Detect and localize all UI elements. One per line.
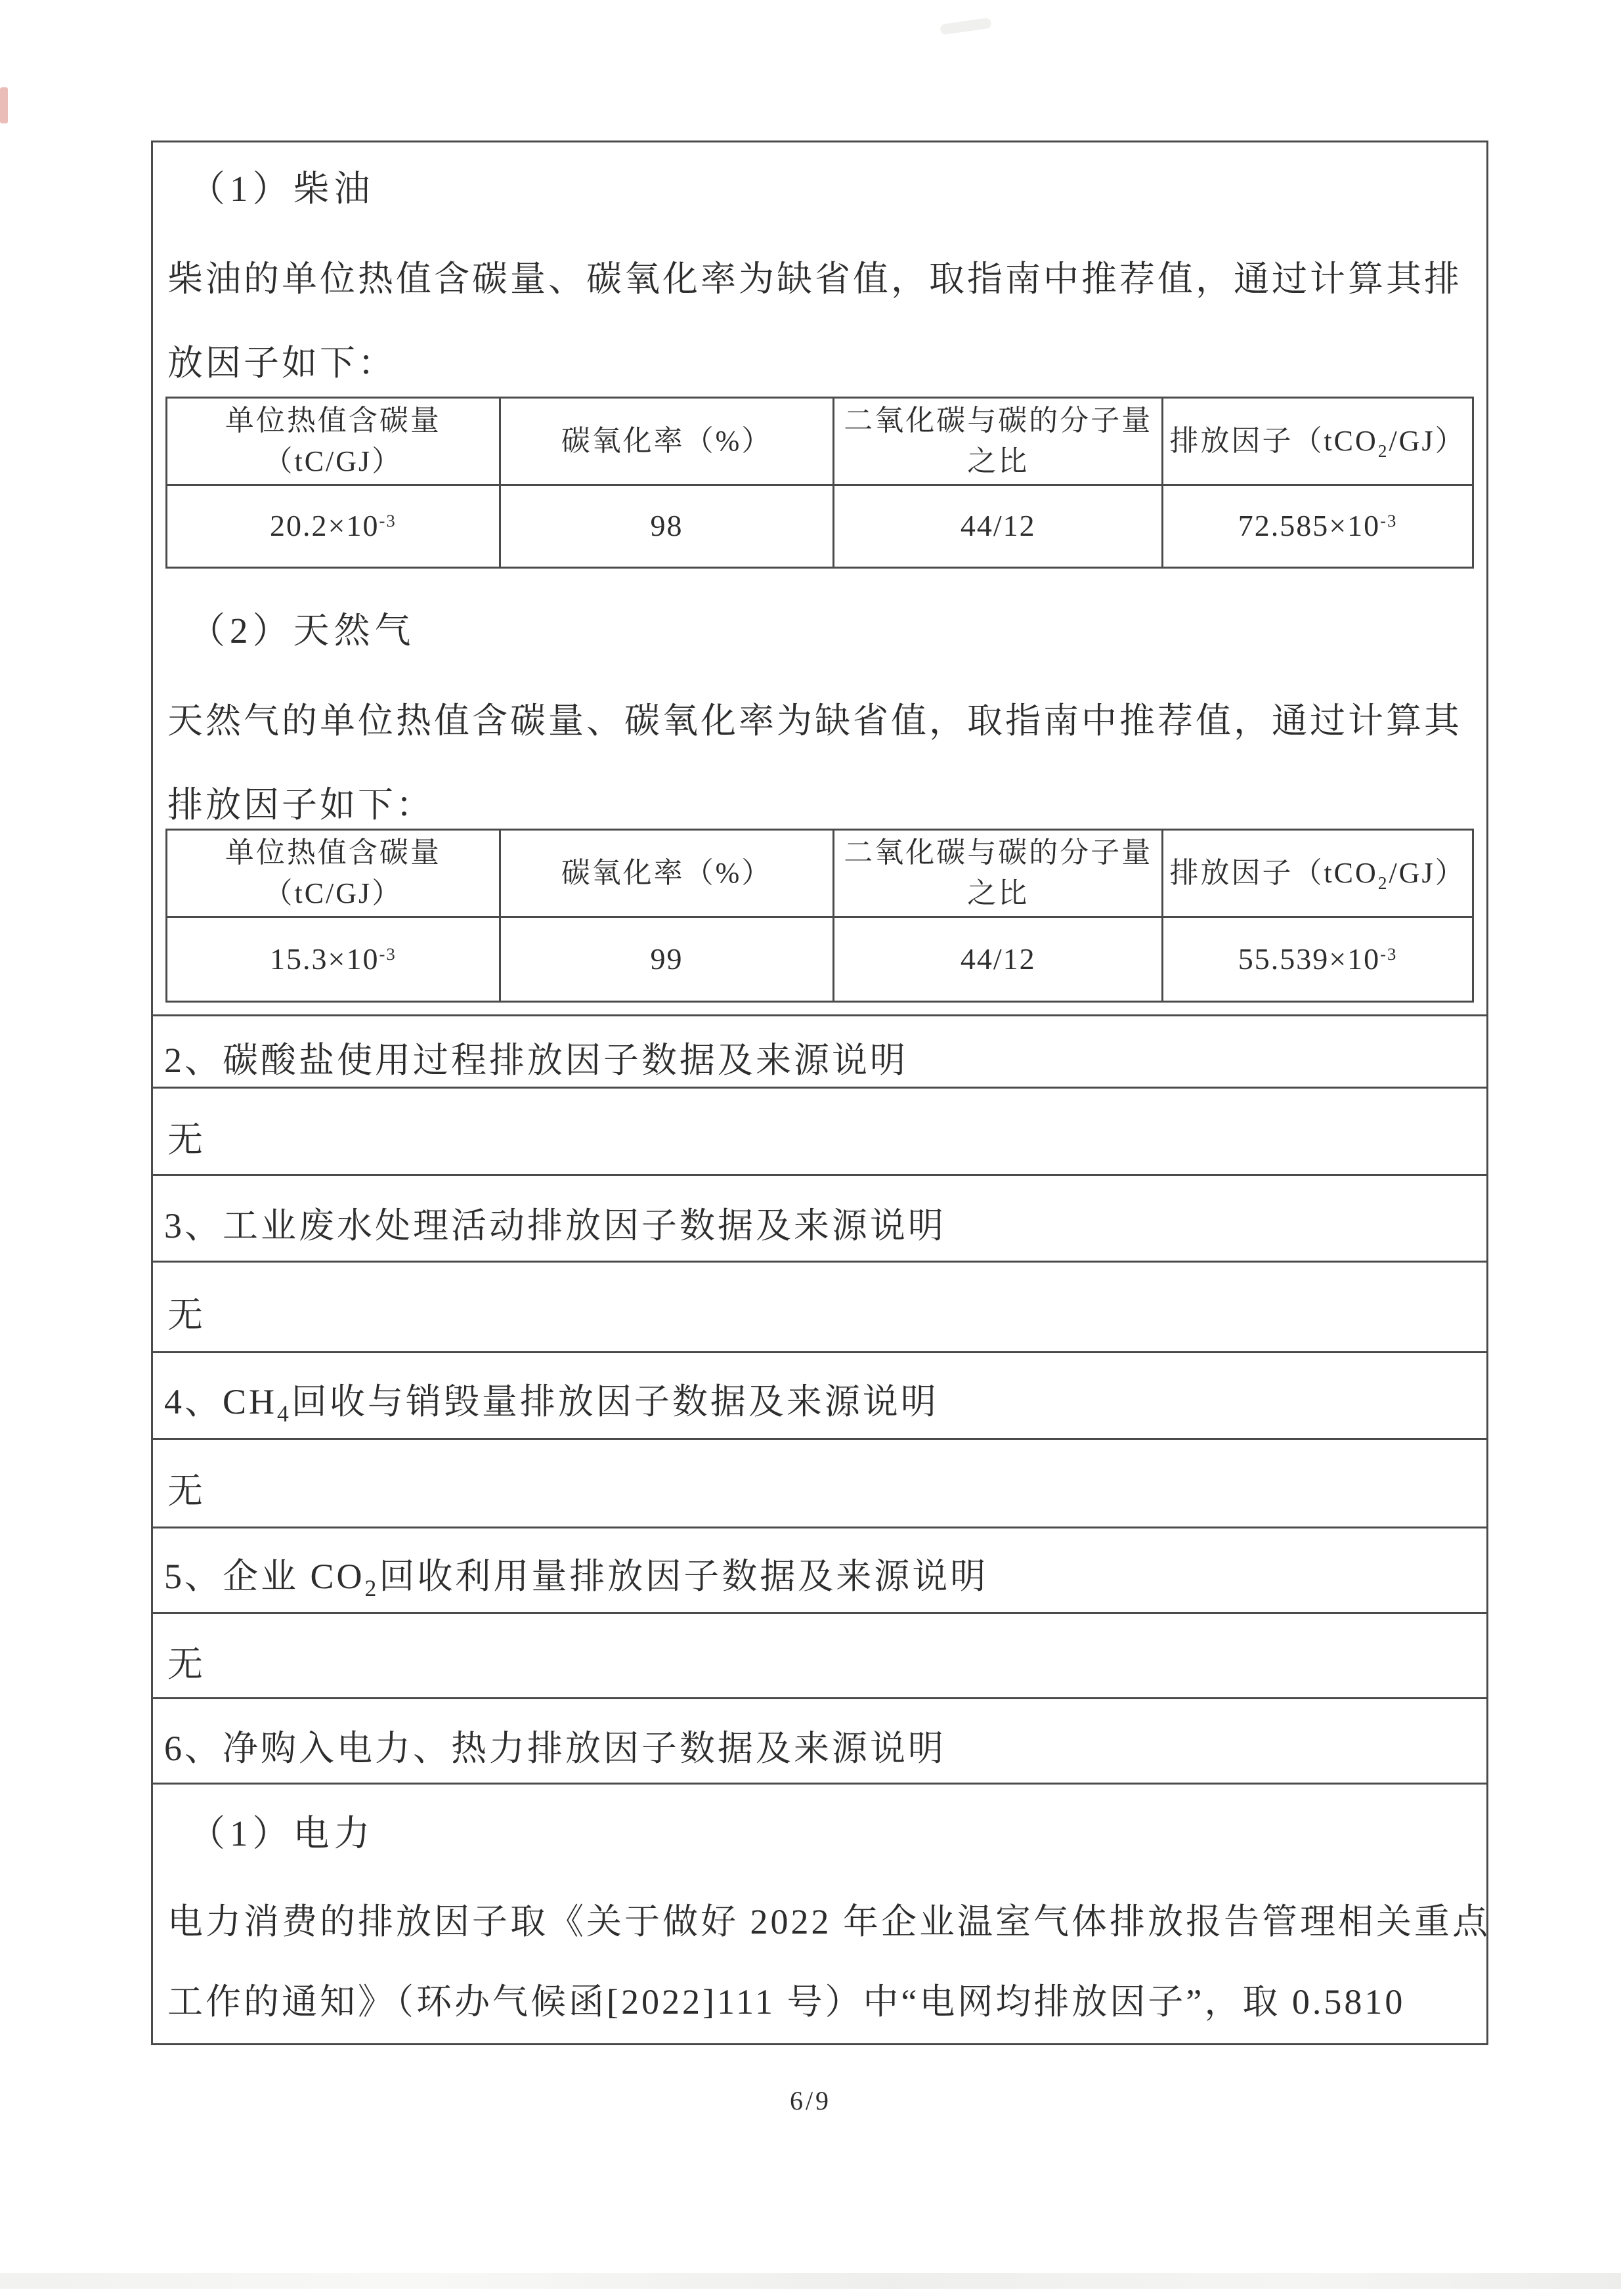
diesel-carbon-content-value: $20.2\times 10^{-3}$ — [167, 484, 499, 567]
section2-title: 2、碳酸盐使用过程排放因子数据及来源说明 — [164, 1041, 908, 1080]
electricity-paragraph-line1: 电力消费的排放因子取《关于做好 2022 年企业温室气体排放报告管理相关重点 — [167, 1902, 1490, 1941]
gas-paragraph-line1: 天然气的单位热值含碳量、碳氧化率为缺省值，取指南中推荐值，通过计算其 — [167, 701, 1462, 741]
section4-value-none: 无 — [167, 1471, 205, 1511]
table-header-molecular-ratio — [832, 831, 1161, 916]
row-divider — [151, 1783, 1488, 1785]
section6-title: 6、净购入电力、热力排放因子数据及来源说明 — [164, 1729, 946, 1768]
header-line: 排放因子（tCO$_2$/GJ） — [1169, 425, 1466, 461]
electricity-heading: （1）电力 — [189, 1813, 375, 1853]
section2-value-none: 无 — [167, 1120, 205, 1159]
electricity-paragraph-line2: 工作的通知》（环办气候函[2022]111 号）中“电网均排放因子”，取 0.5810 — [167, 1982, 1406, 2022]
diesel-paragraph-line1: 柴油的单位热值含碳量、碳氧化率为缺省值，取指南中推荐值，通过计算其排 — [167, 259, 1462, 299]
header-line: （tC/GJ） — [263, 445, 403, 477]
header-line: 二氧化碳与碳的分子量 — [844, 404, 1153, 437]
section5-value-none: 无 — [167, 1645, 205, 1684]
gas-emission-table — [165, 829, 1474, 1003]
diesel-emission-factor-value: $72.585\times 10^{-3}$ — [1161, 484, 1472, 567]
table-header-emission-factor — [1161, 399, 1472, 484]
section4-title: 4、$CH_4$回收与销毁量排放因子数据及来源说明 — [164, 1382, 939, 1427]
page-number: 6/9 — [789, 2086, 832, 2115]
diesel-heading: （1）柴油 — [189, 169, 375, 209]
header-line: 之比 — [967, 877, 1029, 909]
table-header-carbon-content — [167, 831, 499, 916]
scan-artifact-pink-mark — [0, 87, 8, 123]
header-line: 碳氧化率（%） — [561, 857, 773, 890]
header-line: 单位热值含碳量 — [225, 836, 441, 869]
table-header-oxidation-rate — [499, 399, 833, 484]
section3-title: 3、工业废水处理活动排放因子数据及来源说明 — [164, 1206, 946, 1245]
header-line: 单位热值含碳量 — [225, 404, 441, 437]
diesel-oxidation-rate-value: 98 — [499, 484, 833, 567]
scan-artifact-top-smudge — [940, 18, 991, 35]
row-divider — [151, 1014, 1488, 1016]
section3-value-none: 无 — [167, 1295, 205, 1335]
diesel-paragraph-line2: 放因子如下： — [167, 343, 396, 383]
gas-molecular-ratio-value: 44/12 — [832, 916, 1161, 1001]
header-line: （tC/GJ） — [263, 877, 403, 909]
row-divider — [151, 1438, 1488, 1440]
header-line: 排放因子（tCO$_2$/GJ） — [1169, 857, 1466, 893]
scan-artifact-bottom-streak — [0, 2273, 1621, 2289]
gas-paragraph-line2: 排放因子如下： — [167, 785, 434, 825]
row-divider — [151, 1612, 1488, 1614]
gas-carbon-content-value: $15.3\times 10^{-3}$ — [167, 916, 499, 1001]
table-header-emission-factor — [1161, 831, 1472, 916]
section5-title: 5、企业 $CO_2$回收利用量排放因子数据及来源说明 — [164, 1557, 989, 1601]
gas-oxidation-rate-value: 99 — [499, 916, 833, 1001]
gas-heading: （2）天然气 — [189, 611, 416, 651]
row-divider — [151, 1087, 1488, 1089]
row-divider — [151, 1351, 1488, 1353]
header-line: 碳氧化率（%） — [561, 425, 773, 458]
header-line: 之比 — [967, 445, 1029, 477]
row-divider — [151, 1174, 1488, 1176]
table-header-carbon-content — [167, 399, 499, 484]
diesel-molecular-ratio-value: 44/12 — [832, 484, 1161, 567]
header-line: 二氧化碳与碳的分子量 — [844, 836, 1153, 869]
table-header-oxidation-rate — [499, 831, 833, 916]
table-header-molecular-ratio — [832, 399, 1161, 484]
row-divider — [151, 1261, 1488, 1263]
row-divider — [151, 1697, 1488, 1699]
row-divider — [151, 1527, 1488, 1528]
gas-emission-factor-value: $55.539\times 10^{-3}$ — [1161, 916, 1472, 1001]
diesel-emission-table — [165, 397, 1474, 569]
